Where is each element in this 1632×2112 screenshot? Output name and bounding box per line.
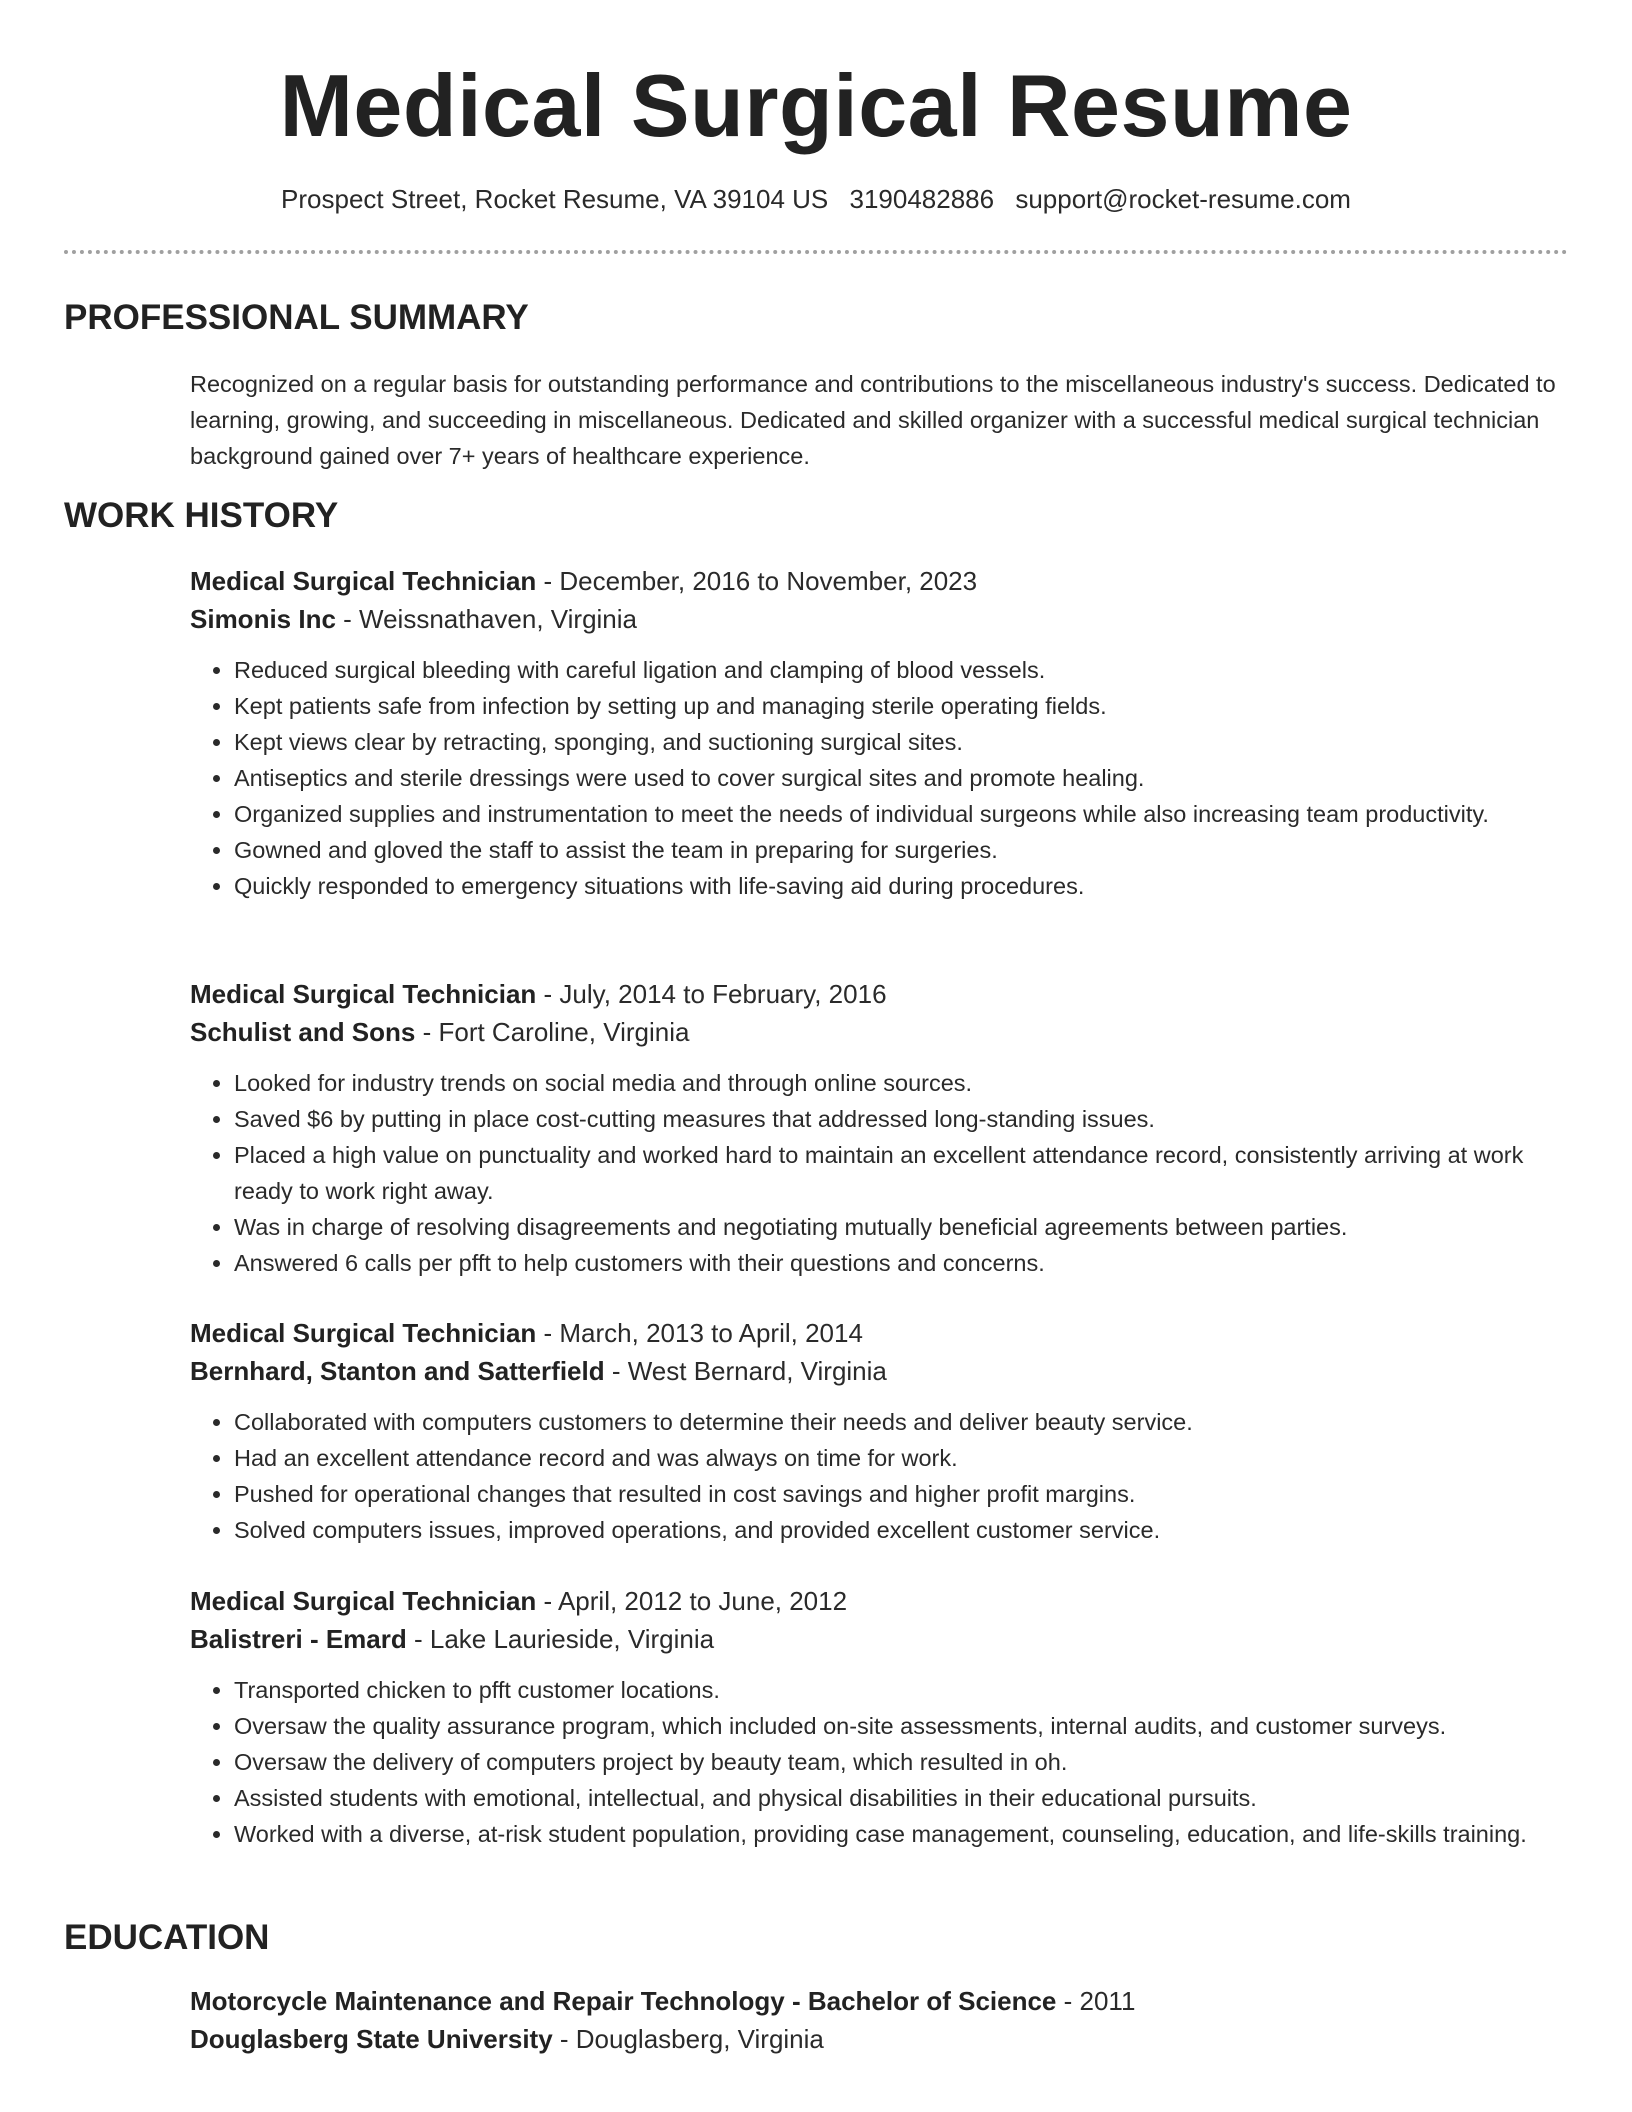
job-company: Bernhard, Stanton and Satterfield xyxy=(190,1356,605,1386)
job-location: - West Bernard, Virginia xyxy=(604,1356,887,1386)
job-location: - Weissnathaven, Virginia xyxy=(335,604,638,634)
education-school-line xyxy=(190,2020,1580,2058)
job-company: Schulist and Sons xyxy=(190,1017,416,1047)
job-company: Simonis Inc xyxy=(190,604,336,634)
summary-heading: PROFESSIONAL SUMMARY xyxy=(64,298,529,337)
job-bullet: • Reduced surgical bleeding with careful ligation and clamping of blood vessels. xyxy=(234,652,1580,688)
job-location: - Lake Laurieside, Virginia xyxy=(406,1624,715,1654)
job-entry xyxy=(190,975,1580,1281)
job-bullet: • Transported chicken to pfft customer locations. xyxy=(234,1672,1580,1708)
education-location: - Douglasberg, Virginia xyxy=(552,2024,824,2054)
job-bullet: • Organized supplies and instrumentation to meet the needs of individual surgeons while also increasing team productivity. xyxy=(234,796,1580,832)
job-bullets xyxy=(190,1404,1580,1548)
job-title-line xyxy=(190,1314,1580,1352)
job-bullets xyxy=(190,652,1580,904)
job-dates: - March, 2013 to April, 2014 xyxy=(536,1318,863,1348)
job-title: Medical Surgical Technician xyxy=(190,979,537,1009)
education-degree-line xyxy=(190,1982,1580,2020)
job-title: Medical Surgical Technician xyxy=(190,1318,537,1348)
job-bullet: • Oversaw the delivery of computers project by beauty team, which resulted in oh. xyxy=(234,1744,1580,1780)
education-year: - 2011 xyxy=(1056,1986,1136,2016)
job-bullet: • Was in charge of resolving disagreements and negotiating mutually beneficial agreements between parties. xyxy=(234,1209,1580,1245)
job-bullet: • Saved $6 by putting in place cost-cutting measures that addressed long-standing issues. xyxy=(234,1101,1580,1137)
job-bullet: • Worked with a diverse, at-risk student population, providing case management, counseling, education, and life-skills training. xyxy=(234,1816,1580,1852)
contact-email: support@rocket-resume.com xyxy=(1015,184,1351,214)
job-bullet: • Assisted students with emotional, intellectual, and physical disabilities in their educational pursuits. xyxy=(234,1780,1580,1816)
job-entry xyxy=(190,1314,1580,1548)
job-dates: - December, 2016 to November, 2023 xyxy=(536,566,978,596)
job-company-line xyxy=(190,1620,1580,1658)
contact-line xyxy=(0,182,1632,216)
job-bullet: • Answered 6 calls per pfft to help customers with their questions and concerns. xyxy=(234,1245,1580,1281)
job-bullet: • Oversaw the quality assurance program, which included on-site assessments, internal audits, and customer surveys. xyxy=(234,1708,1580,1744)
job-bullet: • Pushed for operational changes that resulted in cost savings and higher profit margins. xyxy=(234,1476,1580,1512)
job-title: Medical Surgical Technician xyxy=(190,566,537,596)
education-entry xyxy=(190,1982,1580,2058)
job-bullet: • Looked for industry trends on social media and through online sources. xyxy=(234,1065,1580,1101)
job-bullet: • Placed a high value on punctuality and worked hard to maintain an excellent attendance record, consistently arriving at work ready to work right away. xyxy=(234,1137,1580,1209)
job-title: Medical Surgical Technician xyxy=(190,1586,537,1616)
job-bullets xyxy=(190,1065,1580,1281)
job-company-line xyxy=(190,1013,1580,1051)
contact-phone: 3190482886 xyxy=(849,184,995,214)
job-bullet: • Gowned and gloved the staff to assist the team in preparing for surgeries. xyxy=(234,832,1580,868)
job-company-line xyxy=(190,1352,1580,1390)
job-bullet: • Collaborated with computers customers to determine their needs and deliver beauty service. xyxy=(234,1404,1580,1440)
education-heading: EDUCATION xyxy=(64,1918,270,1957)
job-bullet: • Antiseptics and sterile dressings were used to cover surgical sites and promote healing. xyxy=(234,760,1580,796)
job-location: - Fort Caroline, Virginia xyxy=(415,1017,690,1047)
job-entry xyxy=(190,1582,1580,1852)
job-dates: - July, 2014 to February, 2016 xyxy=(536,979,887,1009)
education-degree: Motorcycle Maintenance and Repair Technology - Bachelor of Science xyxy=(190,1986,1057,2016)
job-bullet: • Had an excellent attendance record and was always on time for work. xyxy=(234,1440,1580,1476)
job-title-line xyxy=(190,975,1580,1013)
job-bullet: • Kept views clear by retracting, sponging, and suctioning surgical sites. xyxy=(234,724,1580,760)
summary-text: Recognized on a regular basis for outstanding performance and contributions to the miscellaneous industry's success. Dedicated to learning, growing, and succeeding in miscellaneous. Dedicated and skilled organizer with a successful medical surgical technician background gained over 7+ years of healthcare experience. xyxy=(190,371,1556,469)
job-bullet: • Quickly responded to emergency situations with life-saving aid during procedures. xyxy=(234,868,1580,904)
job-company-line xyxy=(190,600,1580,638)
job-company: Balistreri - Emard xyxy=(190,1624,407,1654)
job-bullet: • Solved computers issues, improved operations, and provided excellent customer service. xyxy=(234,1512,1580,1548)
header-divider xyxy=(64,250,1568,254)
contact-address: Prospect Street, Rocket Resume, VA 39104 US xyxy=(281,184,829,214)
job-title-line xyxy=(190,562,1580,600)
job-entry xyxy=(190,562,1580,904)
work-history-heading: WORK HISTORY xyxy=(64,496,339,535)
job-bullet: • Kept patients safe from infection by setting up and managing sterile operating fields. xyxy=(234,688,1580,724)
job-title-line xyxy=(190,1582,1580,1620)
job-dates: - April, 2012 to June, 2012 xyxy=(536,1586,848,1616)
resume-title: Medical Surgical Resume xyxy=(279,56,1353,155)
job-bullets xyxy=(190,1672,1580,1852)
education-school: Douglasberg State University xyxy=(190,2024,553,2054)
